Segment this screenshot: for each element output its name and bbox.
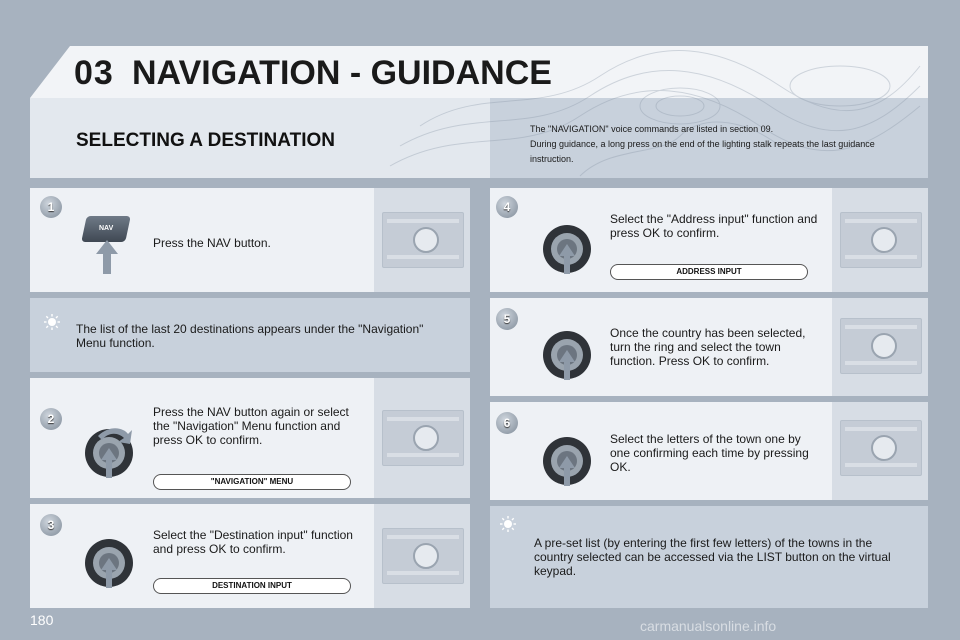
console-image <box>374 504 470 608</box>
head-unit-panel <box>840 420 922 476</box>
head-unit-dial <box>413 425 439 451</box>
head-unit-panel <box>840 212 922 268</box>
step-3-text: Select the "Destination input" function and press OK to confirm. <box>153 528 353 556</box>
head-unit-dial <box>413 227 439 253</box>
rotary-knob-icon <box>542 224 592 274</box>
console-image <box>374 188 470 292</box>
chapter-number: 03 <box>74 54 114 92</box>
console-image <box>374 378 470 498</box>
lightbulb-icon <box>500 516 516 532</box>
navigation-menu-pill: "NAVIGATION" MENU <box>153 474 351 490</box>
head-unit-dial <box>871 227 897 253</box>
head-unit-dial <box>413 543 439 569</box>
step-6-text: Select the letters of the town one by one confirming each time by pressing OK. <box>610 432 809 474</box>
head-unit-panel <box>840 318 922 374</box>
step-badge-4: 4 <box>496 196 518 218</box>
step-badge-5: 5 <box>496 308 518 330</box>
nav-button-label: NAV <box>98 225 114 232</box>
page-title: NAVIGATION - GUIDANCE <box>132 54 552 92</box>
head-unit-dial <box>871 435 897 461</box>
step-badge-2: 2 <box>40 408 62 430</box>
tip-1-text: The list of the last 20 destinations appears under the "Navigation" Menu function. <box>76 322 424 350</box>
step-4-text: Select the "Address input" function and press OK to confirm. <box>610 212 818 240</box>
head-unit-panel <box>382 528 464 584</box>
lightbulb-icon <box>44 314 60 330</box>
voice-command-note <box>530 122 910 167</box>
console-image <box>832 188 928 292</box>
note-line-1: The "NAVIGATION" voice commands are listed in section 09. <box>530 124 774 134</box>
nav-button <box>81 216 131 242</box>
header-notch <box>30 46 70 98</box>
rotary-knob-icon <box>542 330 592 380</box>
press-arrow-icon <box>96 240 118 274</box>
step-badge-6: 6 <box>496 412 518 434</box>
rotary-knob-icon <box>84 428 134 478</box>
step-badge-3: 3 <box>40 514 62 536</box>
destination-input-pill: DESTINATION INPUT <box>153 578 351 594</box>
page-number: 180 <box>30 612 54 628</box>
step-badge-1: 1 <box>40 196 62 218</box>
step-1-text: Press the NAV button. <box>153 236 271 250</box>
head-unit-dial <box>871 333 897 359</box>
address-input-pill: ADDRESS INPUT <box>610 264 808 280</box>
step-5-text: Once the country has been selected, turn the ring and select the town function. Press OK to confirm. <box>610 326 806 368</box>
rotary-knob-icon <box>542 436 592 486</box>
watermark: carmanualsonline.info <box>640 618 777 634</box>
head-unit-panel <box>382 212 464 268</box>
note-line-2: During guidance, a long press on the end of the lighting stalk repeats the last guidance instruction. <box>530 139 875 164</box>
tip-2-text: A pre-set list (by entering the first few letters) of the towns in the country selected can be accessed via the LIST button on the virtual keypad. <box>534 536 891 578</box>
console-image <box>832 402 928 500</box>
rotary-knob-icon <box>84 538 134 588</box>
console-image <box>832 298 928 396</box>
step-2-text: Press the NAV button again or select the "Navigation" Menu function and press OK to confirm. <box>153 405 349 447</box>
section-title: SELECTING A DESTINATION <box>76 130 335 151</box>
head-unit-panel <box>382 410 464 466</box>
